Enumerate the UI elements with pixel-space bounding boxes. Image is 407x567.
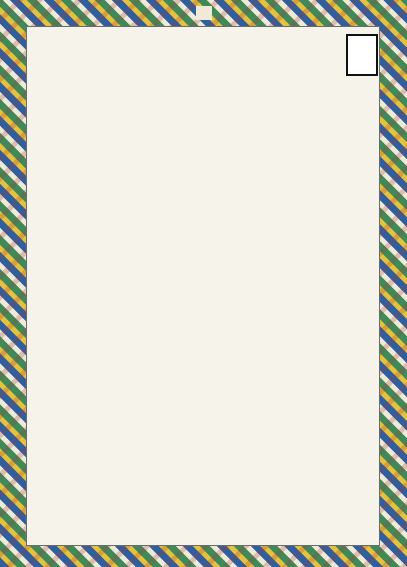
section-heading — [346, 34, 378, 76]
dictionary-page — [26, 26, 380, 546]
page-number — [0, 6, 407, 20]
page-number-text — [196, 6, 212, 20]
